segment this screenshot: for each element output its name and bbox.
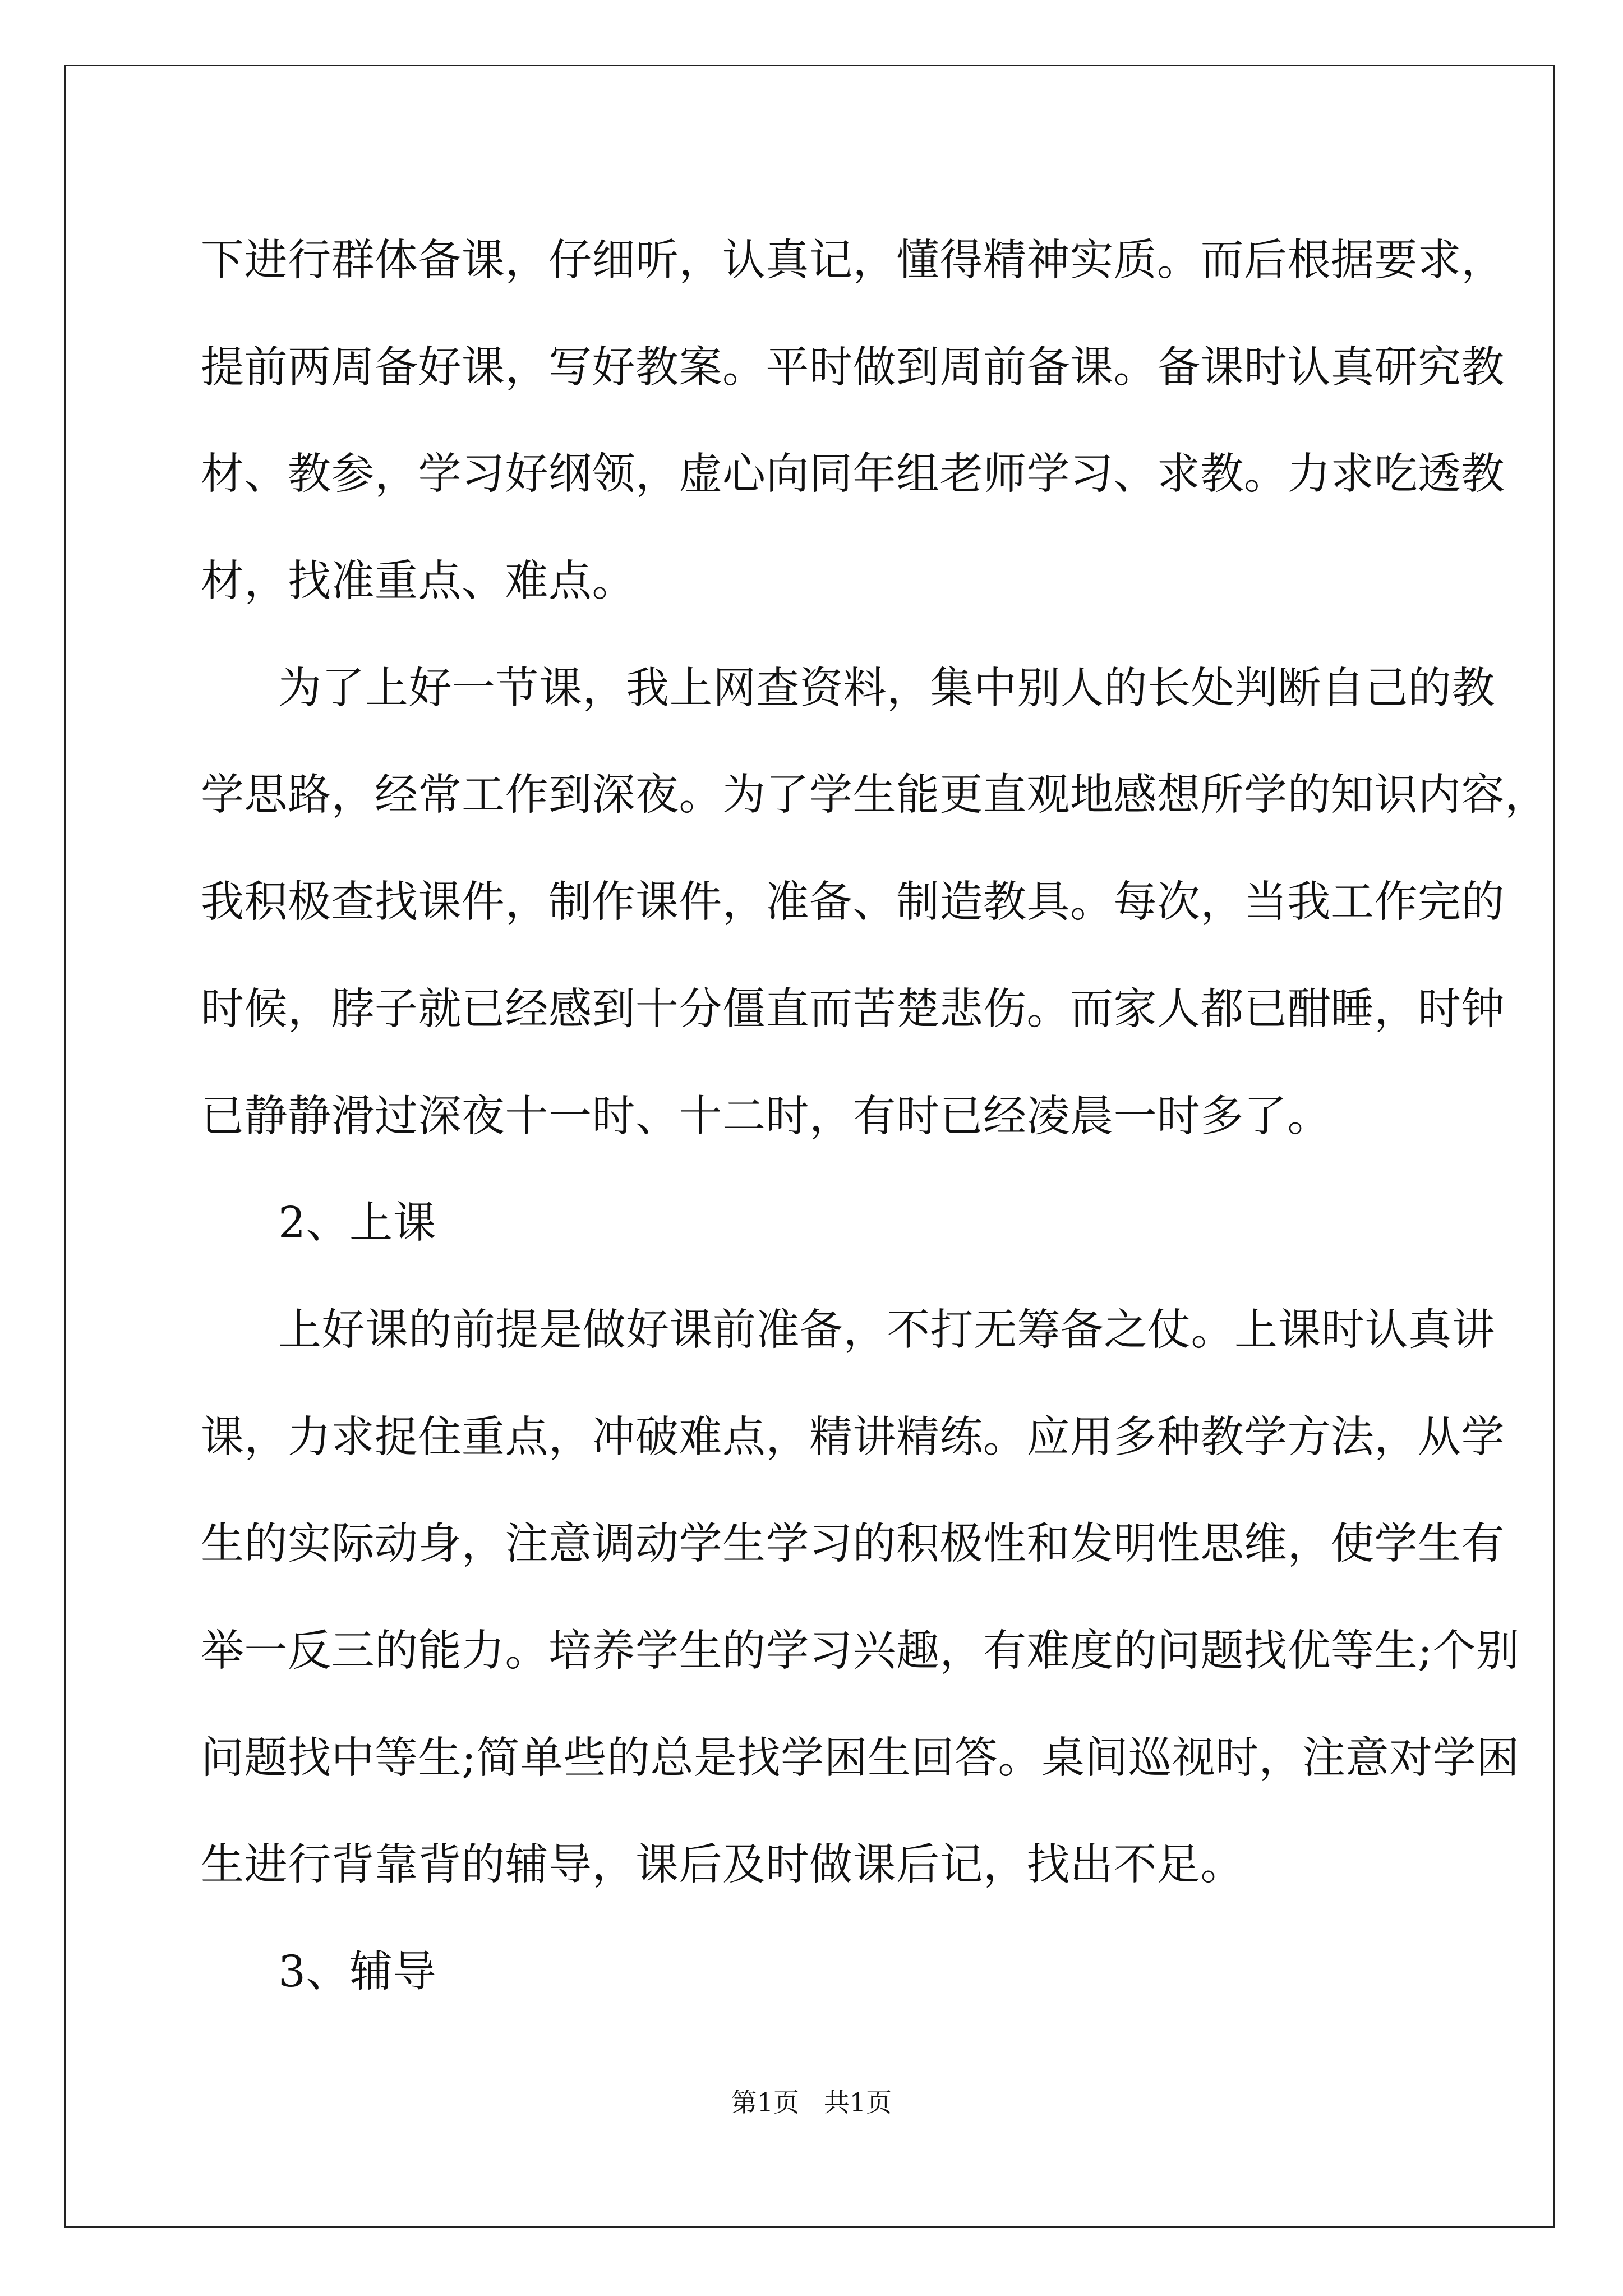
text-line: 生进行背靠背的辅导，课后及时做课后记，找出不足。 (201, 1840, 1244, 1890)
text-line: 提前两周备好课，写好教案。平时做到周前备课。备课时认真研究教 (201, 342, 1505, 393)
paragraph-start-line: 上好课的前提是做好课前准备，不打无筹备之仗。上课时认真讲 (278, 1305, 1495, 1355)
text-line: 已静静滑过深夜十一时、十二时，有时已经凌晨一时多了。 (201, 1091, 1331, 1142)
page-footer: 第1页 共1页 (731, 2087, 892, 2118)
text-line: 时候，脖子就已经感到十分僵直而苦楚悲伤。而家人都已酣睡，时钟 (201, 984, 1505, 1034)
text-line: 下进行群体备课，仔细听，认真记，懂得精神实质。而后根据要求， (201, 236, 1505, 286)
text-line: 学思路，经常工作到深夜。为了学生能更直观地感想所学的知识内容， (201, 770, 1548, 821)
text-line: 我积极查找课件，制作课件，准备、制造教具。每次，当我工作完的 (201, 877, 1505, 928)
text-line: 举一反三的能力。培养学生的学习兴趣，有难度的问题找优等生;个别 (201, 1626, 1520, 1676)
text-line: 材、教参，学习好纲领，虚心向同年组老师学习、求教。力求吃透教 (201, 449, 1505, 500)
text-line: 材，找准重点、难点。 (201, 556, 635, 607)
section-heading-class: 2、上课 (278, 1198, 436, 1249)
text-line: 问题找中等生;简单些的总是找学困生回答。桌间巡视时，注意对学困 (201, 1733, 1520, 1783)
text-line: 生的实际动身，注意调动学生学习的积极性和发明性思维，使学生有 (201, 1519, 1505, 1570)
section-heading-tutoring: 3、辅导 (278, 1947, 436, 1997)
document-body (201, 208, 1548, 2026)
text-line: 课，力求捉住重点，冲破难点，精讲精练。应用多种教学方法，从学 (201, 1412, 1505, 1462)
paragraph-start-line: 为了上好一节课，我上网查资料，集中别人的长处判断自己的教 (278, 663, 1495, 714)
